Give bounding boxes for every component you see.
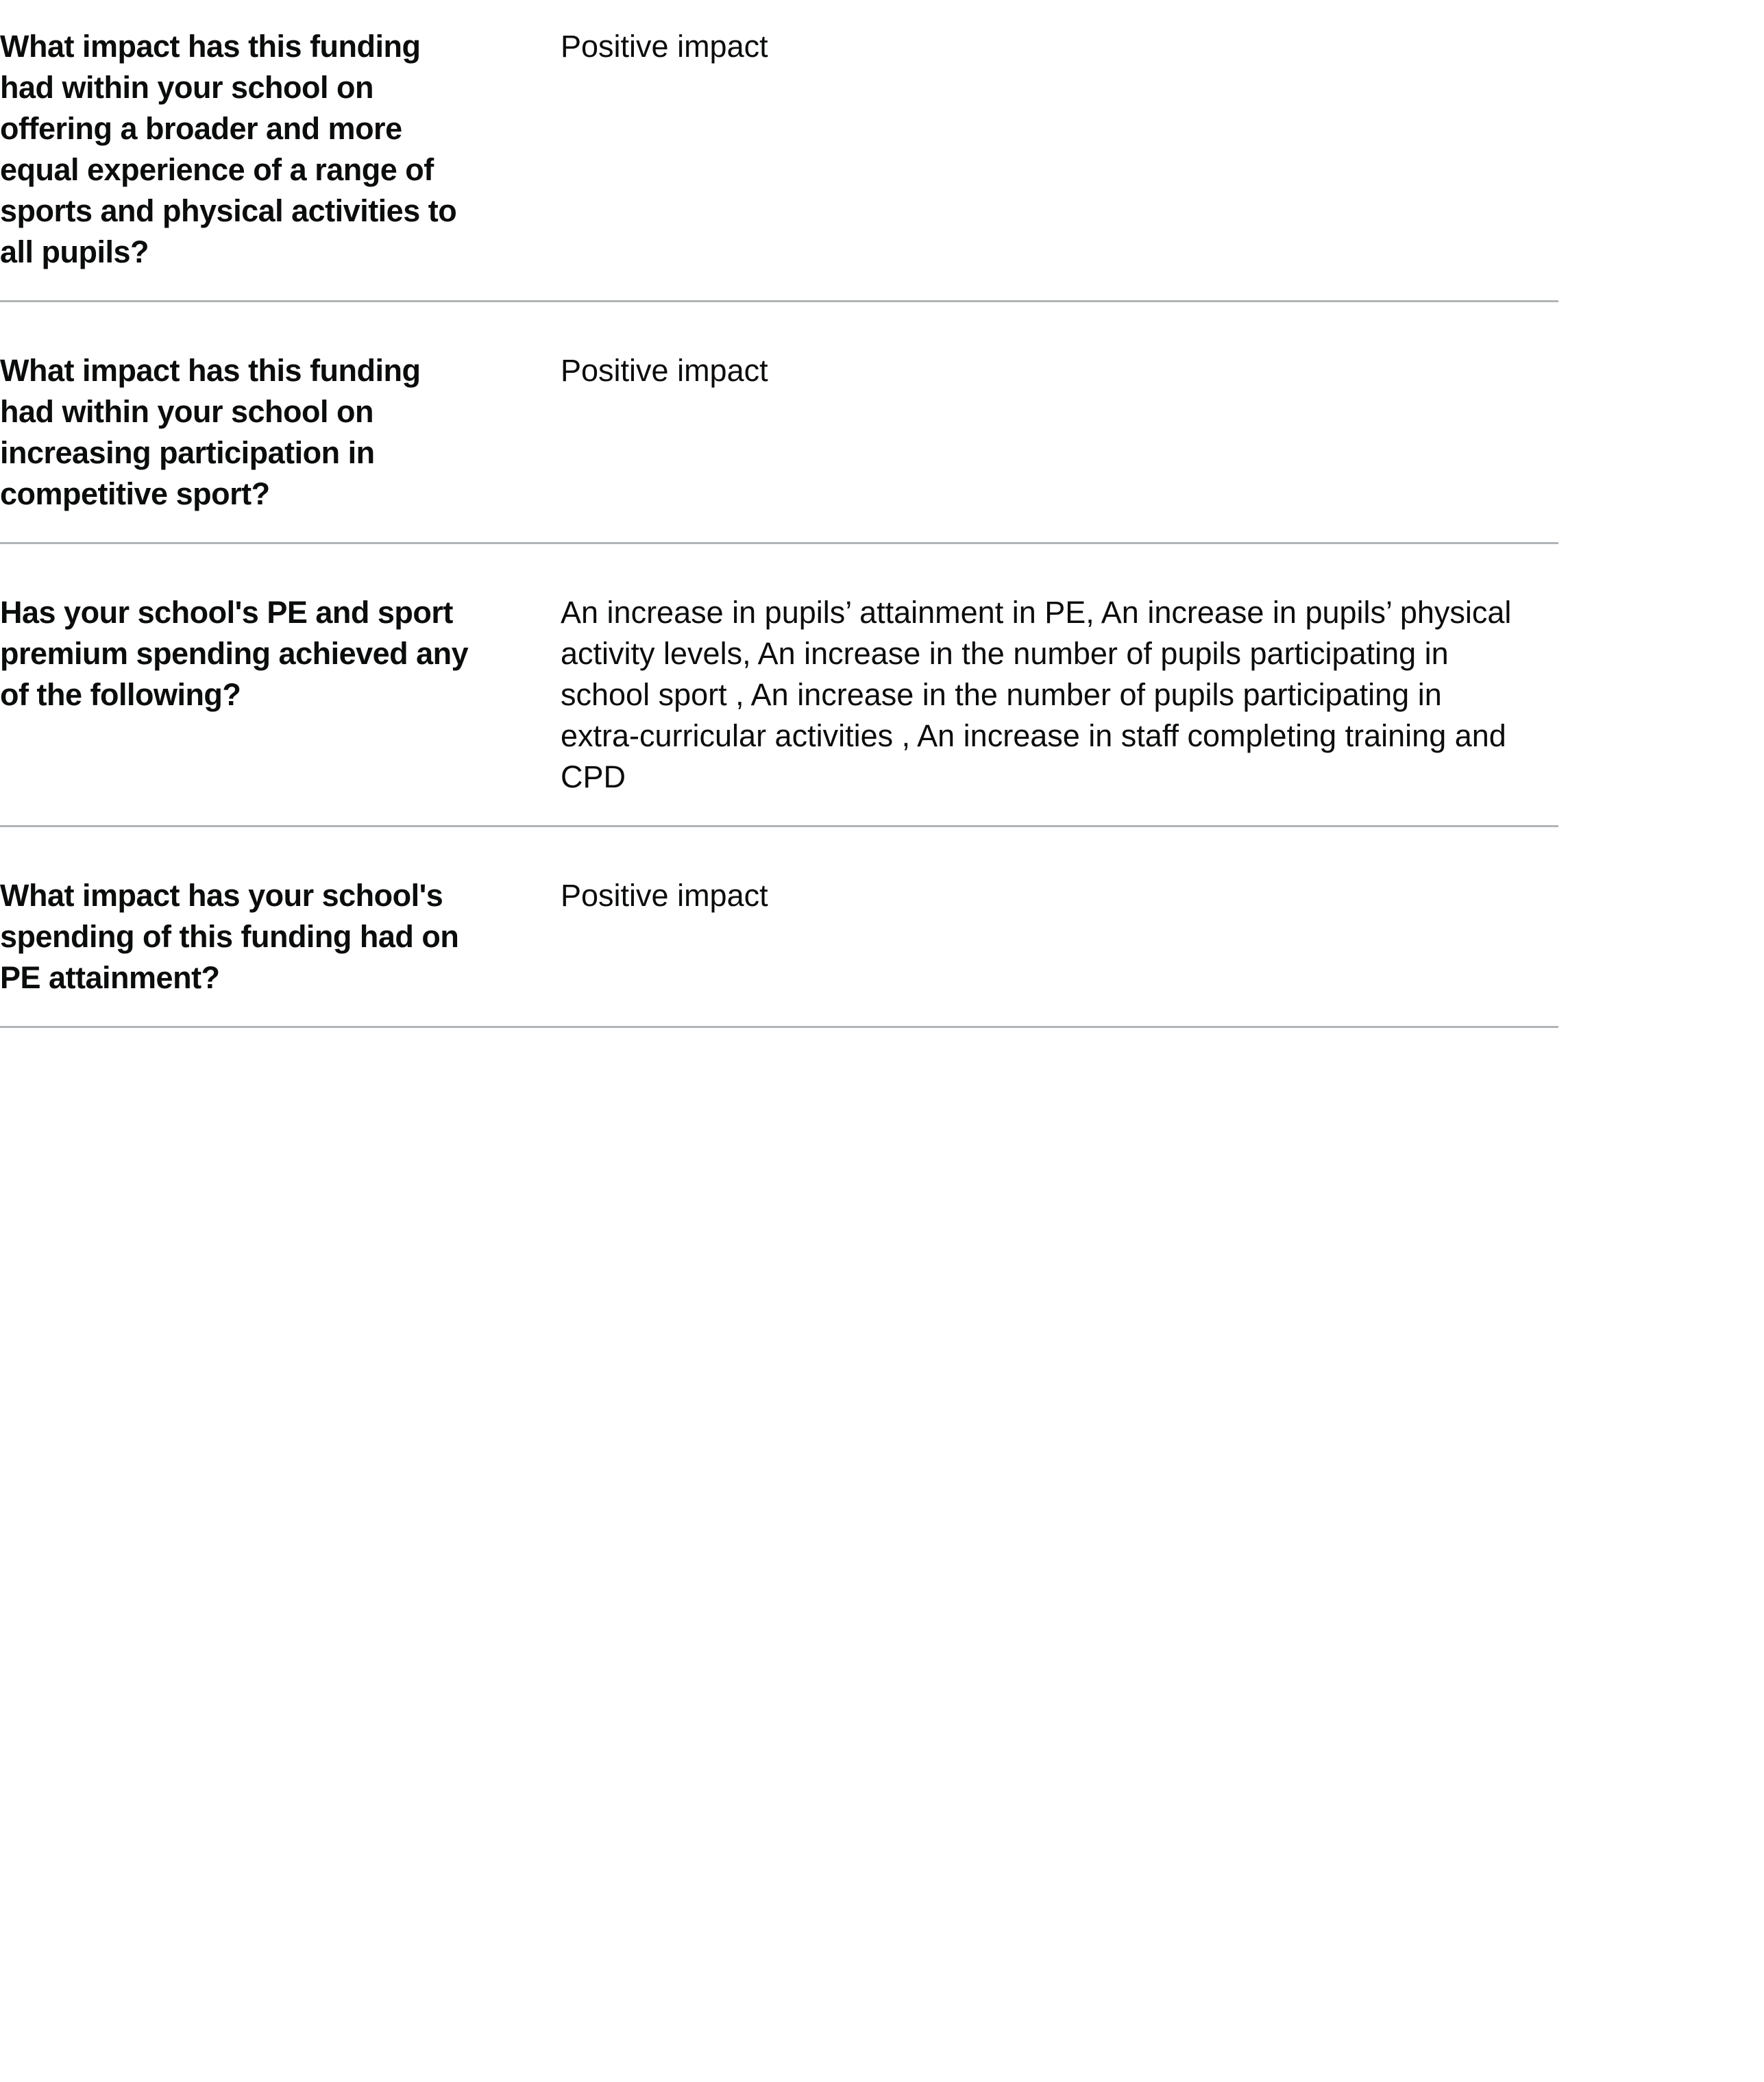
summary-answer: Positive impact (561, 29, 768, 64)
summary-answer: Positive impact (561, 878, 768, 913)
summary-list (0, 0, 1558, 1028)
summary-question: What impact has this funding had within your school on offering a broader and more equal experience of a range of sports and physical activities to all pupils? (0, 29, 457, 269)
summary-answer: An increase in pupils’ attainment in PE, An increase in pupils’ physical activity levels, An increase in the number of pupils participating in school sport , An increase in the number of pupils participating in extra-curricular activities , An increase in staff completing training and CPD (561, 595, 1512, 794)
summary-question: Has your school's PE and sport premium spending achieved any of the following? (0, 595, 469, 712)
summary-question: What impact has your school's spending of this funding had on PE attainment? (0, 878, 459, 995)
summary-row (0, 827, 1558, 1028)
summary-question: What impact has this funding had within your school on increasing participation in competitive sport? (0, 353, 421, 511)
summary-row (0, 0, 1558, 302)
summary-row (0, 302, 1558, 544)
summary-row (0, 544, 1558, 827)
summary-answer: Positive impact (561, 353, 768, 388)
